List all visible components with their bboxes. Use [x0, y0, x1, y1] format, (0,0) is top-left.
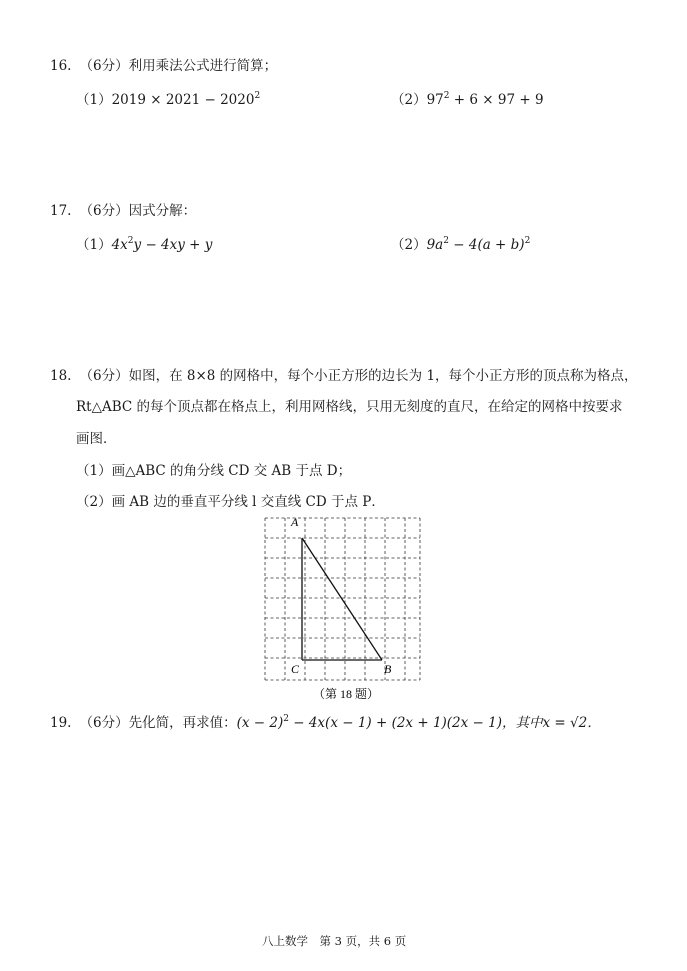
q16-score: （6分）	[79, 58, 129, 74]
q17-part2-expr-a: 9a	[426, 237, 444, 253]
q18-grid-figure	[255, 510, 435, 705]
q16-part1-label: （1）	[76, 92, 112, 108]
q16-header	[50, 57, 277, 75]
q17-part2-exponent-1: 2	[443, 236, 449, 246]
side-ab	[302, 538, 382, 660]
q18-text-line1: 如图，在 8×8 的网格中，每个小正方形的边长为 1，每个小正方形的顶点称为格点，	[128, 368, 638, 384]
q19-prompt: 先化简，再求值：	[128, 715, 237, 731]
figure-caption: （第 18 题）	[313, 687, 380, 701]
q17-part1	[76, 232, 212, 254]
q18-item2: （2）画 AB 边的垂直平分线 l 交直线 CD 于点 P．	[76, 494, 385, 510]
q16-part2-rest: + 6 × 97 + 9	[449, 92, 544, 108]
q17-part2	[391, 232, 530, 254]
q16-part1-expr: 2019 × 2021 − 2020	[111, 92, 255, 108]
q17-part2-label: （2）	[391, 237, 427, 253]
q18-item1: （1）画△ABC 的角分线 CD 交 AB 于点 D；	[76, 463, 352, 479]
q16-part2-exponent: 2	[443, 91, 450, 101]
q17-part2-exponent-2: 2	[524, 236, 531, 246]
q16-part2-base: 97	[426, 92, 444, 108]
q16-prompt: 利用乘法公式进行简算；	[128, 58, 278, 74]
triangle-abc	[302, 538, 382, 660]
q19-score: （6分）	[79, 715, 129, 731]
q18-text-line3: 画图．	[76, 431, 117, 447]
vertex-label-c: C	[291, 662, 300, 676]
q16-part2-label: （2）	[391, 92, 427, 108]
q17-part1-expr-a: 4x	[111, 237, 128, 253]
q16-number: 16.	[50, 58, 72, 74]
q19-expr-b: − 4x(x − 1) + (2x + 1)(2x − 1)，其中x = √2．	[288, 715, 601, 731]
q19-expr-a: (x − 2)	[236, 715, 284, 731]
q17-part1-label: （1）	[76, 237, 112, 253]
q19-number: 19.	[50, 715, 72, 731]
q18-text-line2: Rt△ABC 的每个顶点都在格点上，利用网格线，只用无刻度的直尺，在给定的网格中按要求	[76, 399, 623, 415]
q17-prompt: 因式分解：	[128, 203, 197, 219]
q16-part1-exponent: 2	[254, 91, 261, 101]
q18-score: （6分）	[79, 368, 129, 384]
q17-score: （6分）	[79, 203, 129, 219]
vertex-label-b: B	[384, 662, 392, 676]
q19-exponent: 2	[283, 714, 289, 724]
q17-part1-expr-b: y − 4xy + y	[133, 237, 213, 253]
q18-line1	[50, 367, 638, 385]
q16-part1	[76, 87, 260, 109]
q19-line	[50, 710, 601, 732]
vertex-label-a: A	[291, 515, 299, 529]
q16-part2	[391, 87, 544, 109]
q17-header	[50, 202, 196, 220]
q17-part2-expr-b: − 4(a + b)	[448, 237, 525, 253]
q17-number: 17.	[50, 203, 72, 219]
q18-number: 18.	[50, 368, 72, 384]
page-footer: 八上数学 第 3 页，共 6 页	[262, 934, 407, 948]
q17-part1-exponent: 2	[127, 236, 134, 246]
